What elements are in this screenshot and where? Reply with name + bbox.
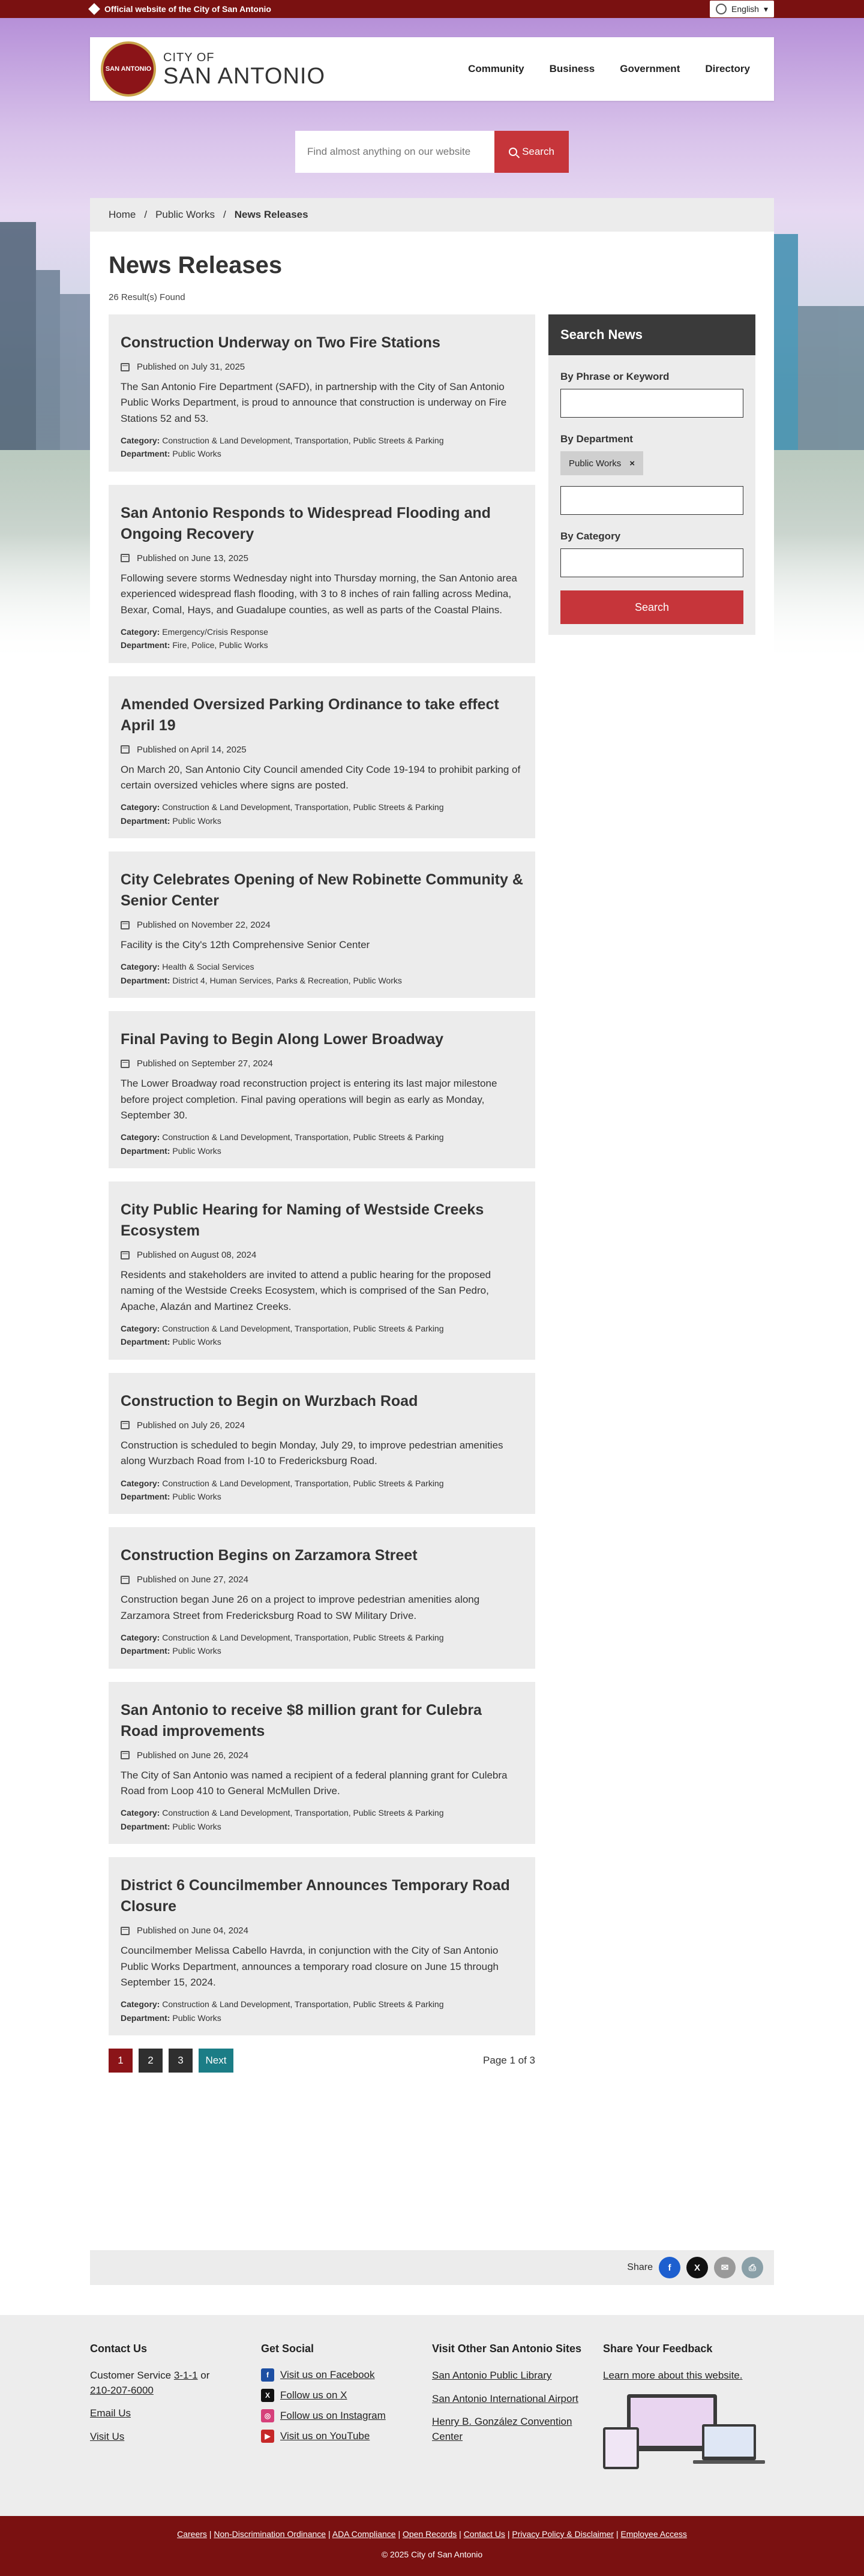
- news-category: Construction & Land Development, Transportation, Public Streets & Parking: [162, 1999, 444, 2010]
- main-nav: [468, 63, 750, 75]
- careers-link[interactable]: Careers: [177, 2529, 207, 2539]
- news-meta: [121, 1477, 523, 1504]
- page-2-button[interactable]: 2: [139, 2049, 163, 2073]
- city-seal-icon: SAN ANTONIO: [101, 41, 156, 97]
- news-meta: [121, 1631, 523, 1658]
- customer-service-text: Customer Service: [90, 2370, 172, 2381]
- share-label: Share: [627, 2262, 653, 2272]
- contact-us-link[interactable]: Contact Us: [463, 2529, 505, 2539]
- news-summary: Construction began June 26 on a project to improve pedestrian amenities along Zarzamora Street from Fredericksburg Road to SW Military Drive.: [121, 1594, 480, 1621]
- page-buttons: [109, 2049, 233, 2073]
- category-label: Category:: [121, 962, 160, 972]
- employee-access-link[interactable]: Employee Access: [620, 2529, 687, 2539]
- news-summary: The San Antonio Fire Department (SAFD), in partnership with the City of San Antonio Public Works Department, is proud to announce that construction is underway on Fire Stations 52 and 53.: [121, 381, 507, 424]
- nav-government[interactable]: Government: [620, 63, 680, 74]
- breadcrumb-separator: /: [144, 209, 148, 220]
- news-date-text: Published on June 27, 2024: [137, 1575, 248, 1585]
- email-icon[interactable]: ✉: [714, 2257, 736, 2278]
- city-of-text: CITY OF: [163, 50, 215, 64]
- library-link[interactable]: San Antonio Public Library: [432, 2370, 552, 2381]
- calendar-icon: [121, 554, 130, 562]
- news-category: Construction & Land Development, Transportation, Public Streets & Parking: [162, 1324, 444, 1334]
- content-layout: [90, 314, 774, 2073]
- share-bar: [90, 2250, 774, 2285]
- nav-community[interactable]: Community: [468, 63, 524, 74]
- search-news-form: [548, 371, 755, 624]
- news-item: [109, 485, 535, 663]
- news-title[interactable]: Amended Oversized Parking Ordinance to take effect April 19: [121, 695, 499, 734]
- calendar-icon: [121, 921, 130, 929]
- department-label: Department:: [121, 2013, 170, 2023]
- news-summary: The Lower Broadway road reconstruction project is entering its last major milestone before project completion. Final paving operations will begin as early as Monday, September 30.: [121, 1078, 497, 1121]
- feedback-link[interactable]: Learn more about this website.: [603, 2370, 743, 2381]
- department-label: Department:: [121, 815, 170, 826]
- non-discrimination-link[interactable]: Non-Discrimination Ordinance: [214, 2529, 326, 2539]
- footer-feedback: [603, 2343, 774, 2516]
- calendar-icon: [121, 1927, 130, 1935]
- footer-social: [261, 2343, 432, 2516]
- news-date: [121, 745, 523, 755]
- news-title[interactable]: Final Paving to Begin Along Lower Broadway: [121, 1031, 444, 1048]
- news-summary: Following severe storms Wednesday night into Thursday morning, the San Antonio area experienced widespread flash flooding, with 3 to 8 inches of rain falling across Medina, Bexar, Comal, Hays, and Guadalupe counties, as well as parts of the Coastal Plains.: [121, 572, 517, 616]
- bottom-bar: [0, 2516, 864, 2576]
- news-category: Construction & Land Development, Transportation, Public Streets & Parking: [162, 1633, 444, 1642]
- x-icon[interactable]: X: [686, 2257, 708, 2278]
- department-label: Department:: [121, 1491, 170, 1501]
- pagination: [109, 2049, 535, 2073]
- news-date-text: Published on June 04, 2024: [137, 1926, 248, 1936]
- news-summary: The City of San Antonio was named a recipient of a federal planning grant for Culebra Road from Loop 410 to General McMullen Drive.: [121, 1769, 508, 1797]
- convention-center-link[interactable]: Henry B. González Convention Center: [432, 2416, 572, 2442]
- news-title[interactable]: City Celebrates Opening of New Robinette Community & Senior Center: [121, 871, 523, 910]
- news-item: [109, 851, 535, 998]
- nav-directory[interactable]: Directory: [705, 63, 750, 74]
- department-label: Department:: [121, 975, 170, 985]
- privacy-link[interactable]: Privacy Policy & Disclaimer: [512, 2529, 614, 2539]
- customer-service: [90, 2368, 261, 2398]
- news-department: Fire, Police, Public Works: [172, 640, 268, 650]
- news-category: Construction & Land Development, Transportation, Public Streets & Parking: [162, 1808, 444, 1818]
- nav-business[interactable]: Business: [549, 63, 595, 74]
- page-info: Page 1 of 3: [483, 2055, 535, 2067]
- department-label: Department:: [121, 1337, 170, 1347]
- news-item: [109, 1527, 535, 1668]
- news-meta: [121, 1322, 523, 1349]
- category-label: Category:: [121, 1132, 160, 1142]
- news-date-text: Published on July 31, 2025: [137, 362, 245, 372]
- calendar-icon: [121, 745, 130, 754]
- facebook-link[interactable]: Visit us on Facebook: [280, 2369, 375, 2380]
- next-page-button[interactable]: Next: [199, 2049, 233, 2073]
- news-meta: [121, 625, 523, 652]
- footer-contact-title: Contact Us: [90, 2343, 148, 2355]
- news-meta: [121, 434, 523, 461]
- youtube-link[interactable]: Visit us on YouTube: [280, 2430, 370, 2442]
- site-search-input[interactable]: [295, 131, 494, 173]
- news-item: [109, 1011, 535, 1168]
- category-input[interactable]: [560, 548, 743, 577]
- news-date: [121, 1750, 523, 1761]
- devices-illustration: [603, 2394, 759, 2472]
- calendar-icon: [121, 1576, 130, 1584]
- news-list: [109, 314, 535, 2073]
- category-filter-label: By Category: [560, 530, 621, 542]
- calendar-icon: [121, 1751, 130, 1759]
- diamond-icon: [88, 3, 100, 15]
- category-label: Category:: [121, 626, 160, 637]
- news-title[interactable]: City Public Hearing for Naming of Westside Creeks Ecosystem: [121, 1201, 484, 1240]
- news-item: [109, 676, 535, 838]
- news-summary: Facility is the City's 12th Comprehensive Senior Center: [121, 939, 370, 951]
- news-date-text: Published on August 08, 2024: [137, 1250, 257, 1261]
- news-date: [121, 1250, 523, 1260]
- official-text: Official website of the City of San Antonio: [104, 4, 271, 14]
- official-banner: [0, 0, 864, 18]
- page-3-button[interactable]: 3: [169, 2049, 193, 2073]
- breadcrumb-public-works[interactable]: Public Works: [155, 209, 215, 220]
- department-tag: [560, 451, 643, 475]
- email-us-link[interactable]: Email Us: [90, 2407, 131, 2419]
- instagram-icon: ◎: [261, 2409, 274, 2422]
- calendar-icon: [121, 1060, 130, 1068]
- result-count: 26 Result(s) Found: [109, 292, 185, 302]
- remove-tag-icon[interactable]: ×: [629, 458, 635, 469]
- calendar-icon: [121, 1421, 130, 1429]
- news-date: [121, 920, 523, 930]
- department-label: Department:: [121, 1821, 170, 1831]
- news-date-text: Published on July 26, 2024: [137, 1420, 245, 1431]
- news-meta: [121, 1130, 523, 1157]
- news-department: District 4, Human Services, Parks & Recreation, Public Works: [172, 975, 402, 985]
- phrase-label: By Phrase or Keyword: [560, 371, 670, 382]
- news-summary: Councilmember Melissa Cabello Havrda, in conjunction with the City of San Antonio Public Works Department, announces a temporary road closure on June 15 through September 15, 2024.: [121, 1945, 499, 1988]
- news-date: [121, 1575, 523, 1585]
- caret-down-icon: ▾: [763, 4, 768, 14]
- language-selector[interactable]: [710, 1, 774, 17]
- news-meta: [121, 1998, 523, 2025]
- globe-icon: [716, 4, 727, 14]
- news-meta: [121, 1806, 523, 1833]
- search-news-button[interactable]: Search: [560, 590, 743, 624]
- news-title[interactable]: Construction Begins on Zarzamora Street: [121, 1547, 418, 1564]
- site-header: [90, 37, 774, 101]
- department-tag-label: Public Works: [569, 458, 622, 469]
- news-summary: On March 20, San Antonio City Council amended City Code 19-194 to prohibit parking of certain oversized vehicles where signs are posted.: [121, 763, 521, 791]
- breadcrumb-current: News Releases: [234, 209, 308, 220]
- news-item: [109, 1181, 535, 1360]
- open-records-link[interactable]: Open Records: [402, 2529, 457, 2539]
- search-news-title: Search News: [548, 314, 755, 355]
- news-department: Public Works: [172, 1491, 221, 1501]
- x-link[interactable]: Follow us on X: [280, 2389, 347, 2401]
- news-category: Emergency/Crisis Response: [162, 626, 268, 637]
- news-department: Public Works: [172, 1821, 221, 1831]
- news-department: Public Works: [172, 1337, 221, 1347]
- department-input[interactable]: [560, 486, 743, 515]
- category-label: Category:: [121, 1478, 160, 1488]
- ada-link[interactable]: ADA Compliance: [332, 2529, 396, 2539]
- phone-link[interactable]: 210-207-6000: [90, 2384, 154, 2396]
- facebook-icon: f: [261, 2368, 274, 2382]
- copyright: © 2025 City of San Antonio: [381, 2550, 483, 2559]
- search-icon: [509, 148, 517, 156]
- facebook-icon[interactable]: f: [659, 2257, 680, 2278]
- news-date-text: Published on November 22, 2024: [137, 920, 271, 931]
- main-content: [90, 198, 774, 2073]
- print-icon[interactable]: ⎙: [742, 2257, 763, 2278]
- category-label: Category:: [121, 1999, 160, 2010]
- visit-us-link[interactable]: Visit Us: [90, 2430, 125, 2442]
- site-search-button[interactable]: [494, 131, 569, 173]
- news-category: Health & Social Services: [162, 962, 254, 972]
- news-date-text: Published on September 27, 2024: [137, 1058, 273, 1069]
- language-label: English: [731, 4, 759, 14]
- news-date: [121, 1926, 523, 1936]
- department-label: Department:: [121, 449, 170, 459]
- news-date: [121, 553, 523, 563]
- news-item: [109, 1857, 535, 2035]
- news-item: [109, 1682, 535, 1844]
- city-logo[interactable]: [101, 41, 325, 97]
- legal-links: Careers | Non-Discrimination Ordinance | ADA Compliance | Open Records | Contact Us | Privacy Policy & Disclaimer | Employee Access: [177, 2529, 687, 2539]
- news-department: Public Works: [172, 1646, 221, 1656]
- calendar-icon: [121, 1251, 130, 1259]
- news-date: [121, 1420, 523, 1431]
- news-department: Public Works: [172, 2013, 221, 2023]
- breadcrumb-separator: /: [223, 209, 226, 220]
- news-category: Construction & Land Development, Transportation, Public Streets & Parking: [162, 1132, 444, 1142]
- news-date-text: Published on June 26, 2024: [137, 1750, 248, 1761]
- news-date: [121, 362, 523, 372]
- news-date-text: Published on June 13, 2025: [137, 553, 248, 563]
- customer-service-311-link[interactable]: 3-1-1: [173, 2370, 198, 2381]
- category-label: Category:: [121, 1808, 160, 1818]
- department-filter-label: By Department: [560, 433, 633, 445]
- footer-social-title: Get Social: [261, 2343, 314, 2355]
- news-item: [109, 314, 535, 472]
- news-department: Public Works: [172, 449, 221, 459]
- search-news-panel: [548, 314, 755, 635]
- news-title[interactable]: Construction Underway on Two Fire Stations: [121, 334, 440, 351]
- breadcrumb-home[interactable]: Home: [109, 209, 136, 220]
- youtube-icon: ▶: [261, 2430, 274, 2443]
- footer-sites-title: Visit Other San Antonio Sites: [432, 2343, 582, 2355]
- news-title[interactable]: Construction to Begin on Wurzbach Road: [121, 1392, 418, 1410]
- news-meta: [121, 960, 523, 987]
- footer-contact: [90, 2343, 261, 2516]
- category-label: Category:: [121, 802, 160, 812]
- hero-background: [0, 18, 864, 2067]
- city-name-text: SAN ANTONIO: [163, 63, 326, 89]
- airport-link[interactable]: San Antonio International Airport: [432, 2392, 578, 2404]
- x-icon: X: [261, 2389, 274, 2402]
- phrase-input[interactable]: [560, 389, 743, 418]
- department-label: Department:: [121, 1145, 170, 1156]
- news-category: Construction & Land Development, Transportation, Public Streets & Parking: [162, 1478, 444, 1488]
- footer-feedback-title: Share Your Feedback: [603, 2343, 713, 2355]
- official-notice: [90, 4, 271, 14]
- news-meta: [121, 800, 523, 827]
- news-date: [121, 1058, 523, 1069]
- category-label: Category:: [121, 436, 160, 446]
- news-title[interactable]: San Antonio Responds to Widespread Flooding and Ongoing Recovery: [121, 504, 491, 542]
- news-title[interactable]: San Antonio to receive $8 million grant for Culebra Road improvements: [121, 1701, 482, 1740]
- instagram-link[interactable]: Follow us on Instagram: [280, 2410, 386, 2421]
- category-label: Category:: [121, 1324, 160, 1334]
- site-search-button-label: Search: [522, 146, 554, 157]
- news-summary: Construction is scheduled to begin Monday, July 29, to improve pedestrian amenities along Wurzbach Road from I-10 to Fredericksburg Road.: [121, 1439, 503, 1467]
- news-category: Construction & Land Development, Transportation, Public Streets & Parking: [162, 436, 444, 446]
- news-department: Public Works: [172, 1145, 221, 1156]
- news-title[interactable]: District 6 Councilmember Announces Temporary Road Closure: [121, 1877, 510, 1915]
- customer-service-or: or: [200, 2370, 210, 2381]
- news-date-text: Published on April 14, 2025: [137, 744, 247, 755]
- calendar-icon: [121, 363, 130, 371]
- news-summary: Residents and stakeholders are invited to attend a public hearing for the proposed naming of the Westside Creeks Ecosystem, which is comprised of the San Pedro, Apache, Alazán and Martinez Creeks.: [121, 1269, 491, 1312]
- site-search: [295, 131, 569, 173]
- page-title: News Releases: [109, 252, 283, 278]
- news-department: Public Works: [172, 815, 221, 826]
- page-1-button[interactable]: 1: [109, 2049, 133, 2073]
- news-category: Construction & Land Development, Transportation, Public Streets & Parking: [162, 802, 444, 812]
- news-item: [109, 1373, 535, 1514]
- breadcrumb: [90, 198, 774, 232]
- department-label: Department:: [121, 1646, 170, 1656]
- department-label: Department:: [121, 640, 170, 650]
- footer-sites: [432, 2343, 603, 2516]
- category-label: Category:: [121, 1633, 160, 1642]
- site-footer: [0, 2315, 864, 2516]
